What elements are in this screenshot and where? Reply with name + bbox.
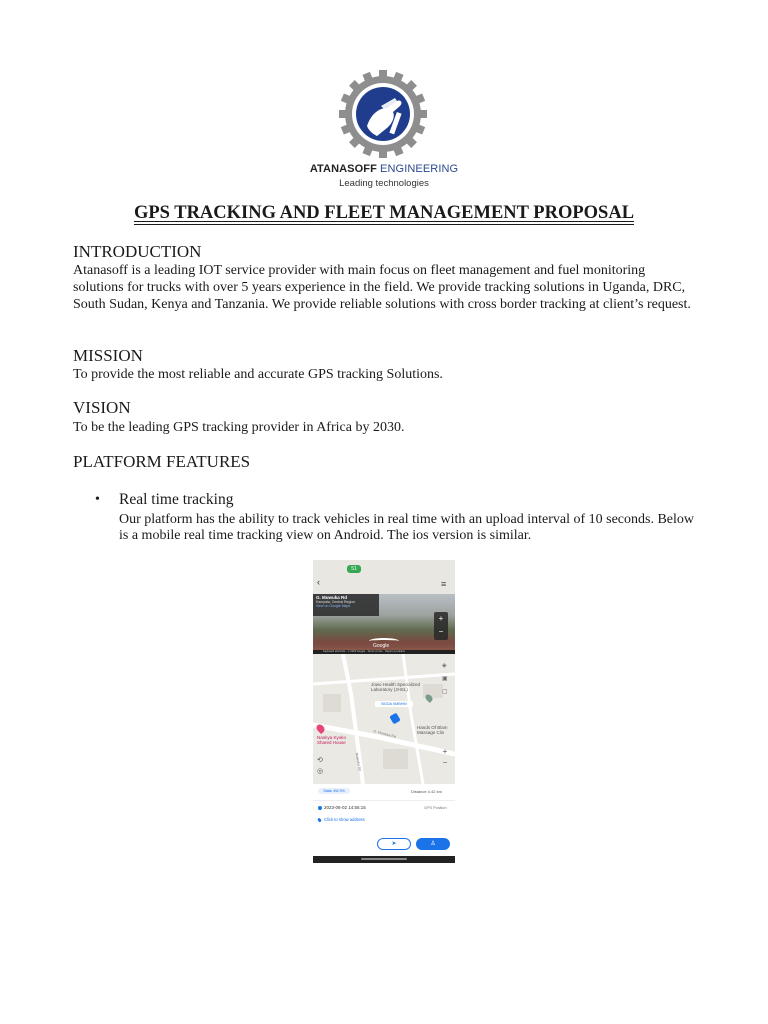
home-indicator[interactable] [361, 858, 407, 860]
intro-heading: INTRODUCTION [73, 242, 202, 261]
vehicle-plate-label[interactable]: BGDA 0MBHM [375, 701, 413, 707]
brand-tagline: Leading technologies [339, 178, 429, 189]
road-label-1: G. Muwuka Rd [372, 729, 397, 739]
place-label-massage: Hands Of Blam Massage Clin [417, 725, 448, 735]
clock-icon [318, 806, 322, 810]
google-watermark: Google [373, 643, 390, 649]
navigate-button[interactable]: ➤ [377, 838, 411, 850]
street-title: G. Muwuka Rd [316, 595, 348, 600]
map-zoom-buttons[interactable]: + − [442, 747, 448, 767]
map-top [313, 560, 455, 594]
brand-name: ATANASOFF ENGINEERING [309, 163, 459, 175]
map-side-icons[interactable]: ◈ ▣ ▢ [442, 663, 448, 695]
place-label-house: Nankya Kyoko Shared House [317, 735, 347, 745]
status-chip: Static 4W 0% [318, 788, 350, 794]
gps-position-label: GPS Position [424, 806, 447, 810]
timestamp: 2023-06-02 14:56:15 [324, 805, 366, 810]
distance-label: Distance 4.42 km [411, 789, 442, 794]
features-heading: PLATFORM FEATURES [73, 452, 251, 471]
document-title: GPS TRACKING AND FLEET MANAGEMENT PROPOSAL [133, 203, 635, 223]
list-bullet: • [95, 492, 100, 507]
road-label-2: Muwuka Rd [354, 752, 362, 772]
place-label-lab: Jowo Health Specialized Laboratory (JHSL) [371, 682, 421, 692]
street-view-footer: Keyboard shortcuts · © 2023 Google · Terms of Use · Report a problem [313, 650, 455, 654]
vision-heading: VISION [73, 398, 131, 417]
show-address-link[interactable]: Click to show address [324, 817, 365, 822]
company-logo [300, 68, 468, 192]
intro-text: Atanasoff is a leading IOT service provider with main focus on fleet management and fuel monitoring solutions for trucks with over 5 years experience in the field. We provide tracking solutions in Uganda, DRC, South Sudan, Kenya and Tanzania. We provide reliable solutions with cross border tracking at client’s request. [73, 263, 691, 312]
divider [313, 800, 455, 801]
street-view-card [313, 594, 379, 616]
map-roads [313, 654, 455, 784]
mission-heading: MISSION [73, 346, 143, 365]
zoom-controls[interactable]: + − [434, 612, 448, 640]
feature-text: Our platform has the ability to track vehicles in real time with an upload interval of 10 seconds. Below is a mobile real time tracking view on Android. The ios version is similar. [119, 512, 695, 543]
map-view[interactable] [313, 654, 455, 784]
feature-title: Real time tracking [119, 491, 234, 508]
map-left-controls[interactable]: ⟲ ◎ [317, 757, 324, 775]
street-view-button[interactable]: ♙ [416, 838, 450, 850]
vision-text: To be the leading GPS tracking provider in Africa by 2030. [73, 420, 405, 435]
mission-text: To provide the most reliable and accurate GPS tracking Solutions. [73, 367, 443, 382]
google-maps-link[interactable]: View on Google Maps [316, 604, 351, 608]
back-icon[interactable]: ‹ [317, 577, 320, 587]
street-subtitle: Kampala, Central Region [316, 600, 356, 604]
menu-icon[interactable]: ≡ [441, 579, 447, 589]
mobile-tracking-screenshot [313, 560, 455, 863]
gear-hand-logo-icon [337, 68, 429, 160]
signal-badge: 51 [347, 565, 361, 573]
